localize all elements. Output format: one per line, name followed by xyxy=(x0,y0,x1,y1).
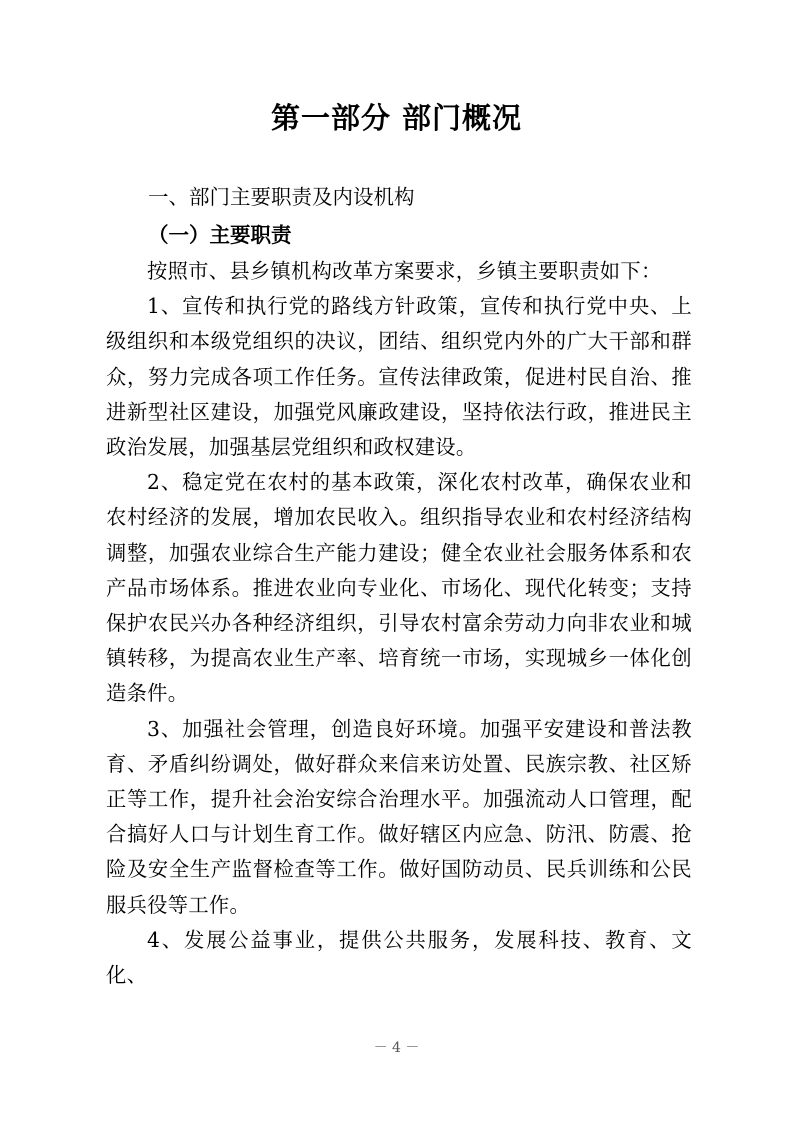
paragraph-intro: 按照市、县乡镇机构改革方案要求，乡镇主要职责如下： xyxy=(147,259,662,283)
section-heading: 一、部门主要职责及内设机构 xyxy=(148,185,415,209)
paragraph-4: 4、发展公益事业，提供公共服务，发展科技、教育、文化、 xyxy=(106,927,692,988)
page-title: 第一部分 部门概况 xyxy=(270,101,523,135)
subsection-heading: （一）主要职责 xyxy=(148,223,292,247)
body-text xyxy=(106,254,692,993)
paragraph-1: 1、宣传和执行党的路线方针政策，宣传和执行党中央、上级组织和本级党组织的决议，团结、组织党内外的广大干部和群众，努力完成各项工作任务。宣传法律政策，促进村民自治、推进新型社区建设，加强党风廉政建设，坚持依法行政，推进民主政治发展，加强基层党组织和政权建设。 xyxy=(106,294,692,460)
paragraph-3: 3、加强社会管理，创造良好环境。加强平安建设和普法教育、矛盾纠纷调处，做好群众来信来访处置、民族宗教、社区矫正等工作，提升社会治安综合治理水平。加强流动人口管理，配合搞好人口与计划生育工作。做好辖区内应急、防汛、防震、抢险及安全生产监督检查等工作。做好国防动员、民兵训练和公民服兵役等工作。 xyxy=(106,716,692,917)
paragraph-2: 2、稳定党在农村的基本政策，深化农村改革，确保农业和农村经济的发展，增加农民收入。组织指导农业和农村经济结构调整，加强农业综合生产能力建设；健全农业社会服务体系和农产品市场体系。推进农业向专业化、市场化、现代化转变；支持保护农民兴办各种经济组织，引导农村富余劳动力向非农业和城镇转移，为提高农业生产率、培育统一市场，实现城乡一体化创造条件。 xyxy=(106,470,692,706)
page-number: － 4 － xyxy=(373,1040,420,1056)
